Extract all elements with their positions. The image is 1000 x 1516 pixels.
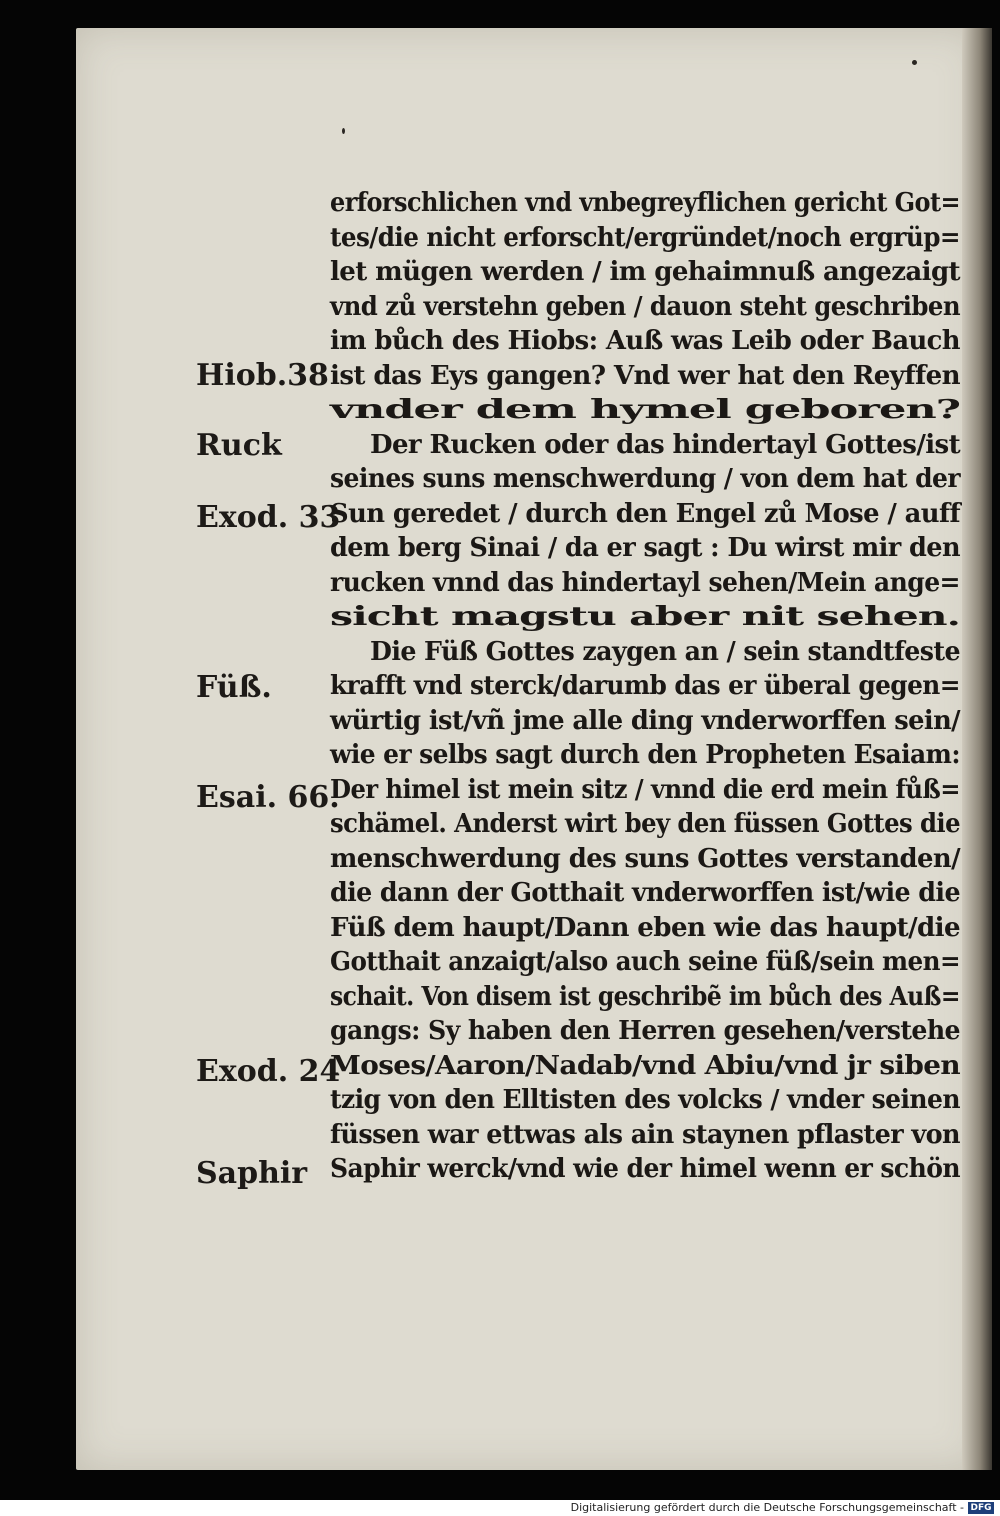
text-line: Gotthait anzaigt/also auch seine füß/sein men= bbox=[330, 947, 960, 977]
text-line: wie er selbs sagt durch den Propheten Esaiam: bbox=[330, 740, 960, 770]
footer-bar bbox=[0, 1500, 1000, 1516]
text-line: im bůch des Hiobs: Auß was Leib oder Bauch bbox=[330, 326, 960, 356]
text-line: füssen war ettwas als ain staynen pflaster von bbox=[330, 1119, 960, 1150]
text-line: let mügen werden / im gehaimnuß angezaigt bbox=[330, 257, 960, 287]
text-line: tzig von den Elltisten des volcks / vnder seinen bbox=[330, 1085, 960, 1115]
text-line: vnd zů verstehn geben / dauon steht geschriben bbox=[330, 291, 960, 322]
text-line: dem berg Sinai / da er sagt : Du wirst mir den bbox=[330, 533, 960, 563]
margin-note: Exod. 33 bbox=[196, 500, 341, 535]
text-line: Die Füß Gottes zaygen an / sein standtfeste bbox=[370, 636, 960, 667]
margin-note: Exod. 24 bbox=[196, 1054, 341, 1089]
text-line: Der himel ist mein sitz / vnnd die erd mein fůß= bbox=[330, 774, 960, 805]
text-line: sicht magstu aber nit sehen. bbox=[330, 602, 960, 632]
text-line: vnder dem hymel geboren? bbox=[330, 395, 960, 425]
margin-notes bbox=[76, 28, 341, 1470]
text-line: ist das Eys gangen? Vnd wer hat den Reyffen bbox=[330, 360, 960, 391]
ink-speck bbox=[342, 128, 345, 134]
text-line: menschwerdung des suns Gottes verstanden/ bbox=[330, 843, 960, 874]
margin-note: Esai. 66. bbox=[196, 780, 340, 815]
text-line: würtig ist/vñ jme alle ding vnderworffen sein/ bbox=[330, 705, 960, 736]
margin-note: Hiob.38 bbox=[196, 358, 329, 393]
dfg-logo-icon: DFG bbox=[968, 1502, 994, 1514]
margin-note: Füß. bbox=[196, 670, 272, 705]
margin-note: Ruck bbox=[196, 428, 282, 463]
text-line: Moses/Aaron/Nadab/vnd Abiu/vnd jr siben bbox=[330, 1050, 960, 1081]
body-text bbox=[330, 186, 970, 1187]
text-line: Der Rucken oder das hindertayl Gottes/ist bbox=[370, 429, 960, 460]
text-line: tes/die nicht erforscht/ergründet/noch ergrüp= bbox=[330, 222, 960, 253]
text-line: erforschlichen vnd vnbegreyflichen gericht Got= bbox=[330, 188, 960, 218]
text-line: Füß dem haupt/Dann eben wie das haupt/die bbox=[330, 912, 960, 943]
text-line: Saphir werck/vnd wie der himel wenn er schön bbox=[330, 1154, 960, 1184]
text-line: die dann der Gotthait vnderworffen ist/wie die bbox=[330, 878, 960, 908]
margin-note: Saphir bbox=[196, 1156, 308, 1191]
text-line: gangs: Sy haben den Herren gesehen/verstehe bbox=[330, 1016, 960, 1046]
text-line: schait. Von disem ist geschribẽ im bůch des Auß= bbox=[330, 981, 960, 1012]
funding-notice: Digitalisierung gefördert durch die Deutsche Forschungsgemeinschaft - bbox=[570, 1501, 964, 1514]
text-line: schämel. Anderst wirt bey den füssen Gottes die bbox=[330, 809, 960, 839]
text-line: krafft vnd sterck/darumb das er überal gegen= bbox=[330, 671, 960, 701]
text-line: Sun geredet / durch den Engel zů Mose / auff bbox=[330, 498, 960, 529]
ink-speck bbox=[912, 60, 917, 65]
text-line: rucken vnnd das hindertayl sehen/Mein ange= bbox=[330, 567, 960, 598]
text-line: seines suns menschwerdung / von dem hat der bbox=[330, 464, 960, 494]
